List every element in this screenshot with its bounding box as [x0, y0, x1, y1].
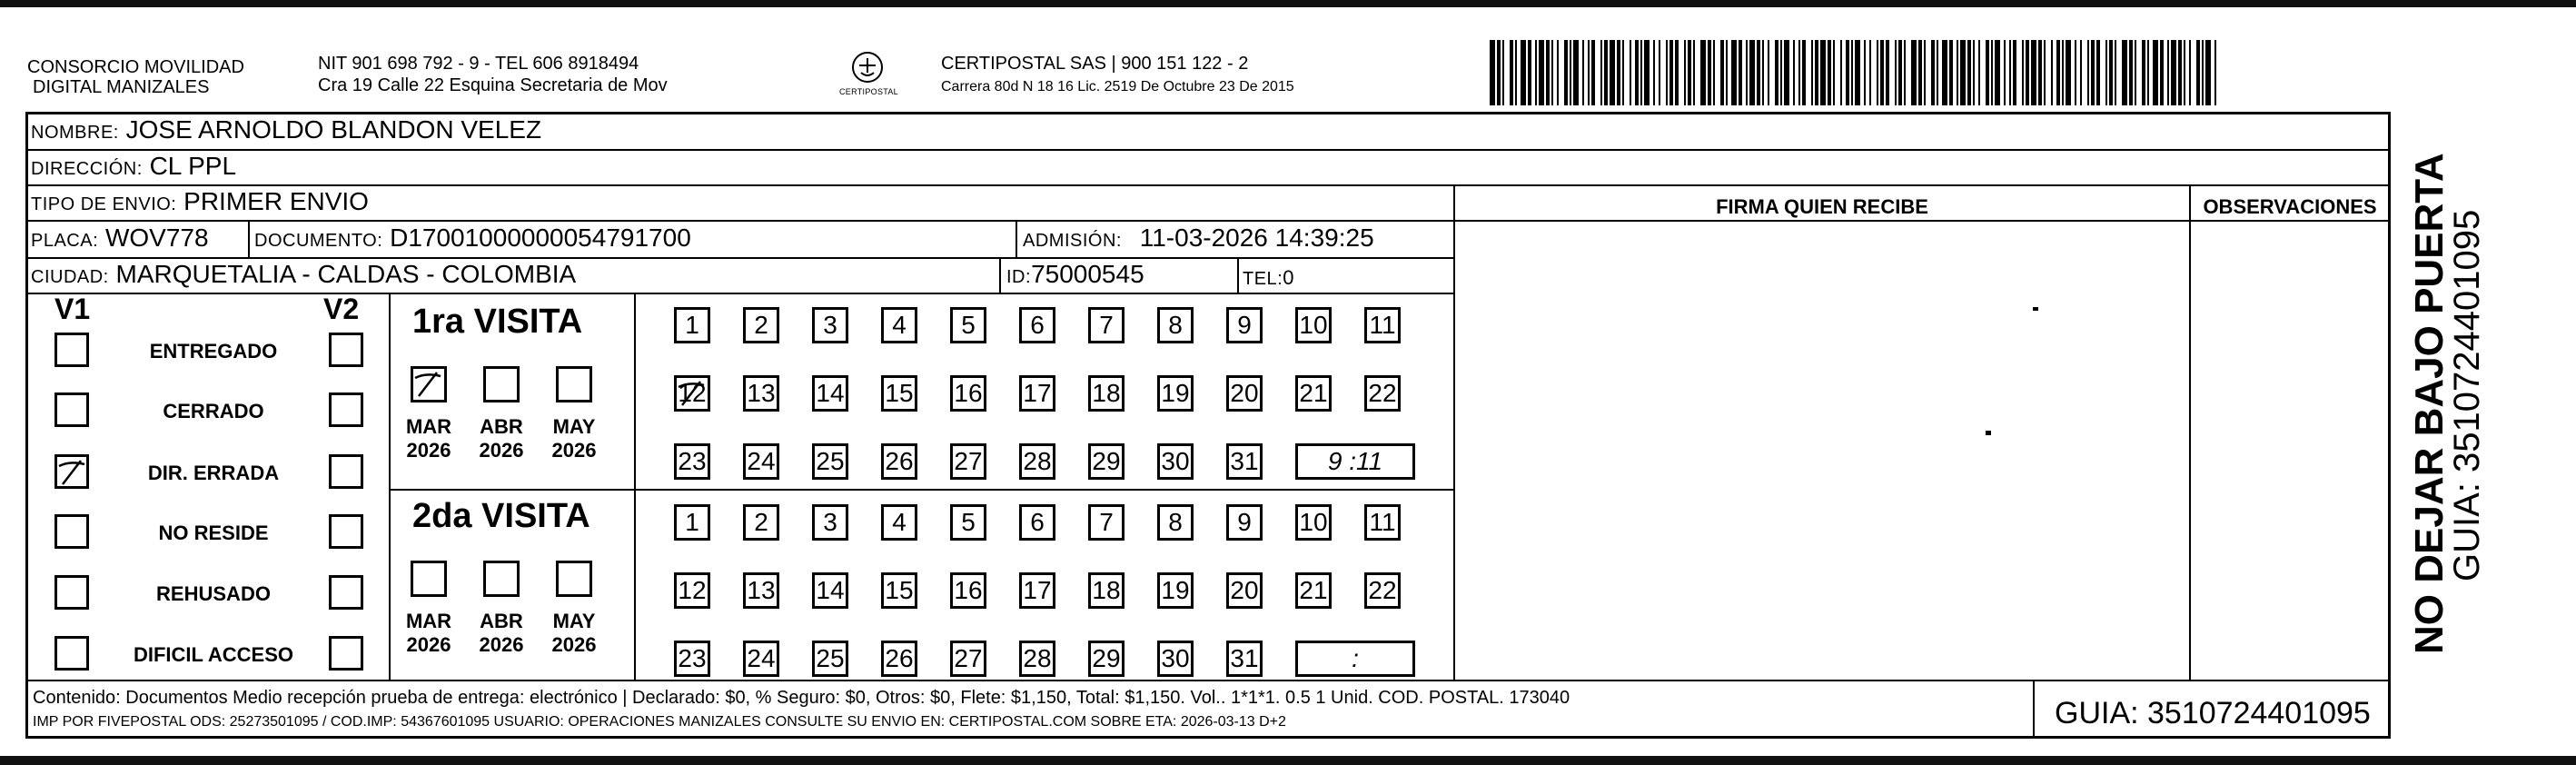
day-3[interactable]	[812, 307, 848, 343]
day-number: 7	[1099, 311, 1114, 339]
status-v2-checkbox[interactable]	[329, 454, 363, 489]
col-line-admission	[1016, 220, 1017, 257]
month-checkbox-abr[interactable]	[483, 561, 520, 597]
status-label: CERRADO	[163, 400, 264, 422]
plate-label: PLACA:	[31, 231, 99, 251]
month-name: ABR	[480, 415, 523, 438]
day-number: 2	[754, 311, 768, 339]
status-v1-checkbox[interactable]	[54, 392, 89, 427]
day-number: 16	[954, 379, 983, 407]
day-number: 28	[1023, 447, 1052, 475]
col-line-id	[999, 257, 1001, 293]
day-number: 5	[961, 508, 976, 536]
document-cell	[254, 224, 691, 255]
plate-value: WOV778	[104, 224, 209, 252]
handwritten-check-icon	[677, 378, 708, 409]
day-11[interactable]	[1364, 504, 1401, 541]
month-label	[547, 415, 601, 462]
admission-cell	[1023, 224, 1374, 255]
status-v1-checkbox[interactable]	[54, 333, 89, 367]
day-24[interactable]	[743, 641, 779, 677]
row-line-4	[25, 257, 1453, 259]
row-line-1	[25, 149, 2391, 151]
day-number: 6	[1030, 311, 1045, 339]
day-number: 27	[954, 447, 983, 475]
name-value: JOSE ARNOLDO BLANDON VELEZ	[125, 115, 542, 144]
month-checkbox-abr[interactable]	[483, 366, 520, 402]
tel-cell	[1243, 263, 1294, 293]
imp-line: IMP POR FIVEPOSTAL ODS: 25273501095 / COD.IMP: 54367601095 USUARIO: OPERACIONES MANIZALES CONSULTE SU ENVIO EN: CERTIPOSTAL.COM SOBRE ETA: 2026-03-13 D+2	[33, 714, 1286, 730]
month-year: 2026	[406, 633, 451, 656]
day-13[interactable]	[743, 572, 779, 609]
day-27[interactable]	[950, 443, 986, 480]
month-year: 2026	[551, 439, 597, 462]
day-18[interactable]	[1088, 375, 1125, 412]
day-number: 30	[1161, 644, 1190, 672]
day-number: 30	[1161, 447, 1190, 475]
day-30[interactable]	[1157, 641, 1194, 677]
day-10[interactable]	[1295, 307, 1332, 343]
city-value: MARQUETALIA - CALDAS - COLOMBIA	[115, 260, 577, 288]
day-number: 1	[685, 508, 699, 536]
day-number: 2	[754, 508, 768, 536]
day-number: 18	[1092, 576, 1121, 604]
day-number: 14	[816, 379, 845, 407]
day-number: 20	[1230, 379, 1259, 407]
row-line-3	[25, 220, 1453, 222]
day-number: 25	[816, 644, 845, 672]
month-year: 2026	[551, 633, 597, 656]
month-label	[474, 610, 529, 657]
day-27[interactable]	[950, 641, 986, 677]
visit-time-box[interactable]	[1295, 641, 1415, 677]
day-number: 6	[1030, 508, 1045, 536]
col-line-days	[634, 293, 636, 680]
day-number: 15	[885, 379, 914, 407]
row-line-bottom-grid	[25, 680, 2391, 681]
day-31[interactable]	[1226, 443, 1263, 480]
day-number: 5	[961, 311, 976, 339]
day-22[interactable]	[1364, 572, 1401, 609]
day-number: 21	[1299, 576, 1328, 604]
day-29[interactable]	[1088, 641, 1125, 677]
status-v1-checkbox[interactable]	[54, 454, 89, 489]
day-number: 25	[816, 447, 845, 475]
month-checkbox-mar[interactable]	[411, 561, 447, 597]
day-2[interactable]	[743, 504, 779, 541]
day-number: 17	[1023, 576, 1052, 604]
day-28[interactable]	[1019, 443, 1055, 480]
day-number: 10	[1299, 311, 1328, 339]
day-number: 17	[1023, 379, 1052, 407]
row-line-5	[25, 293, 1453, 294]
day-5[interactable]	[950, 504, 986, 541]
day-number: 26	[885, 644, 914, 672]
day-number: 23	[678, 447, 707, 475]
month-name: ABR	[480, 610, 523, 632]
day-20[interactable]	[1226, 375, 1263, 412]
status-label: DIFICIL ACCESO	[133, 643, 293, 666]
day-23[interactable]	[674, 641, 710, 677]
type-row	[31, 187, 369, 219]
status-v1-checkbox[interactable]	[54, 514, 89, 549]
day-1[interactable]	[674, 504, 710, 541]
stray-mark-2	[1986, 431, 1991, 435]
day-28[interactable]	[1019, 641, 1055, 677]
day-17[interactable]	[1019, 572, 1055, 609]
day-number: 15	[885, 576, 914, 604]
day-5[interactable]	[950, 307, 986, 343]
month-label	[401, 415, 456, 462]
day-number: 22	[1368, 576, 1397, 604]
month-name: MAY	[552, 415, 596, 438]
company-name-line1: CONSORCIO MOVILIDAD	[27, 57, 244, 77]
col-line-tel	[1237, 257, 1239, 293]
month-name: MAY	[552, 610, 596, 632]
col-line-guia-footer	[2033, 680, 2035, 739]
day-4[interactable]	[881, 504, 917, 541]
status-v1-checkbox[interactable]	[54, 636, 89, 671]
observations-header: OBSERVACIONES	[2203, 195, 2377, 218]
day-number: 21	[1299, 379, 1328, 407]
admission-label: ADMISIÓN:	[1023, 231, 1122, 251]
status-label: ENTREGADO	[149, 340, 278, 363]
visit-time: :	[1352, 644, 1359, 672]
day-20[interactable]	[1226, 572, 1263, 609]
status-v2-checkbox[interactable]	[329, 333, 363, 367]
v1-header: V1	[54, 293, 91, 325]
day-12[interactable]	[674, 375, 710, 412]
status-v2-checkbox[interactable]	[329, 514, 363, 549]
day-number: 8	[1168, 311, 1183, 339]
day-15[interactable]	[881, 375, 917, 412]
company-name-line2: DIGITAL MANIZALES	[33, 77, 210, 97]
day-26[interactable]	[881, 443, 917, 480]
day-number: 1	[685, 311, 699, 339]
status-v2-checkbox[interactable]	[329, 392, 363, 427]
day-29[interactable]	[1088, 443, 1125, 480]
stray-mark-1	[2033, 307, 2038, 311]
day-number: 3	[823, 508, 837, 536]
status-v2-checkbox[interactable]	[329, 636, 363, 671]
day-number: 31	[1230, 644, 1259, 672]
month-year: 2026	[479, 633, 524, 656]
day-number: 22	[1368, 379, 1397, 407]
admission-value: 11-03-2026 14:39:25	[1139, 224, 1374, 252]
day-3[interactable]	[812, 504, 848, 541]
scan-edge-top	[0, 0, 2576, 7]
month-label	[547, 610, 601, 657]
day-number: 3	[823, 311, 837, 339]
day-number: 13	[747, 379, 776, 407]
visit-time: 9 :11	[1327, 447, 1383, 475]
address-value: CL PPL	[149, 152, 237, 180]
day-30[interactable]	[1157, 443, 1194, 480]
id-label: ID:	[1006, 267, 1032, 287]
city-cell	[31, 260, 576, 292]
address-row	[31, 152, 236, 184]
id-value: 75000545	[1031, 260, 1144, 288]
row-line-2	[25, 184, 2391, 186]
day-number: 24	[747, 447, 776, 475]
day-number: 4	[892, 508, 907, 536]
month-label	[401, 610, 456, 657]
status-label: DIR. ERRADA	[147, 462, 280, 484]
visit2-title: 2da VISITA	[412, 497, 590, 535]
day-number: 13	[747, 576, 776, 604]
city-label: CIUDAD:	[31, 267, 109, 287]
day-number: 14	[816, 576, 845, 604]
month-checkbox-may[interactable]	[556, 561, 592, 597]
courier-license: Carrera 80d N 18 16 Lic. 2519 De Octubre 23 De 2015	[941, 79, 1294, 94]
day-7[interactable]	[1088, 307, 1125, 343]
day-number: 19	[1161, 379, 1190, 407]
company-nit: NIT 901 698 792 - 9 - TEL 606 8918494	[318, 54, 639, 74]
day-14[interactable]	[812, 375, 848, 412]
day-9[interactable]	[1226, 504, 1263, 541]
day-number: 20	[1230, 576, 1259, 604]
tel-label: TEL:	[1243, 269, 1283, 289]
v2-header: V2	[323, 293, 360, 325]
day-number: 29	[1092, 447, 1121, 475]
signature-header: FIRMA QUIEN RECIBE	[1716, 195, 1928, 218]
month-year: 2026	[479, 439, 524, 462]
day-10[interactable]	[1295, 504, 1332, 541]
day-12[interactable]	[674, 572, 710, 609]
content-line: Contenido: Documentos Medio recepción prueba de entrega: electrónico | Declarado: $0, % Seguro: $0, Otros: $0, Flete: $1,150, Total: $1,150. Vol.. 1*1*1. 0.5 1 Unid. COD. POSTAL. 173040	[33, 688, 1570, 708]
col-line-observations	[2189, 184, 2191, 681]
day-14[interactable]	[812, 572, 848, 609]
company-address: Cra 19 Calle 22 Esquina Secretaria de Mov	[318, 75, 668, 95]
day-7[interactable]	[1088, 504, 1125, 541]
status-v2-checkbox[interactable]	[329, 575, 363, 610]
day-4[interactable]	[881, 307, 917, 343]
day-number: 4	[892, 311, 907, 339]
day-number: 12	[678, 576, 707, 604]
day-number: 7	[1099, 508, 1114, 536]
row-line-visit-split	[389, 489, 1453, 491]
col-line-signature	[1453, 184, 1455, 681]
col-line-status	[389, 293, 391, 680]
day-25[interactable]	[812, 641, 848, 677]
status-v1-checkbox[interactable]	[54, 575, 89, 610]
barcode-icon	[1490, 40, 2224, 105]
col-line-plate	[248, 220, 250, 257]
day-number: 11	[1369, 508, 1396, 536]
row-line-3b	[1453, 220, 2391, 222]
day-number: 28	[1023, 644, 1052, 672]
day-19[interactable]	[1157, 572, 1194, 609]
day-number: 12	[678, 379, 707, 407]
status-label: NO RESIDE	[158, 522, 269, 544]
day-1[interactable]	[674, 307, 710, 343]
id-cell	[1006, 260, 1144, 292]
day-number: 31	[1230, 447, 1259, 475]
address-label: DIRECCIÓN:	[31, 159, 143, 179]
day-31[interactable]	[1226, 641, 1263, 677]
day-24[interactable]	[743, 443, 779, 480]
day-23[interactable]	[674, 443, 710, 480]
certipostal-logo	[836, 47, 899, 102]
day-26[interactable]	[881, 641, 917, 677]
handwritten-check-icon	[57, 457, 88, 488]
month-checkbox-may[interactable]	[556, 366, 592, 402]
day-number: 26	[885, 447, 914, 475]
visit1-title: 1ra VISITA	[412, 303, 583, 341]
day-13[interactable]	[743, 375, 779, 412]
plate-cell	[31, 224, 209, 255]
day-number: 9	[1237, 311, 1252, 339]
certipostal-logo-text: CERTIPOSTAL	[839, 87, 898, 96]
day-11[interactable]	[1364, 307, 1401, 343]
name-label: NOMBRE:	[31, 123, 119, 143]
day-number: 24	[747, 644, 776, 672]
day-16[interactable]	[950, 375, 986, 412]
courier-name: CERTIPOSTAL SAS | 900 151 122 - 2	[941, 54, 1249, 74]
document-label: DOCUMENTO:	[254, 231, 383, 251]
day-number: 19	[1161, 576, 1190, 604]
month-year: 2026	[406, 439, 451, 462]
month-name: MAR	[405, 610, 452, 632]
side-guia: GUIA: 3510724401095	[2447, 209, 2487, 581]
day-number: 18	[1092, 379, 1121, 407]
footer-guia: GUIA: 3510724401095	[2055, 696, 2371, 730]
document-value: D17001000000054791700	[390, 224, 691, 252]
day-15[interactable]	[881, 572, 917, 609]
type-value: PRIMER ENVIO	[183, 187, 369, 215]
day-19[interactable]	[1157, 375, 1194, 412]
scan-edge-bottom	[0, 756, 2576, 765]
day-22[interactable]	[1364, 375, 1401, 412]
tel-value: 0	[1283, 266, 1294, 289]
day-6[interactable]	[1019, 307, 1055, 343]
day-number: 16	[954, 576, 983, 604]
day-17[interactable]	[1019, 375, 1055, 412]
day-number: 29	[1092, 644, 1121, 672]
day-18[interactable]	[1088, 572, 1125, 609]
name-row	[31, 115, 541, 147]
barcode-bar	[2214, 40, 2216, 105]
type-label: TIPO DE ENVIO:	[31, 194, 177, 214]
status-label: REHUSADO	[156, 582, 271, 605]
day-2[interactable]	[743, 307, 779, 343]
day-8[interactable]	[1157, 504, 1194, 541]
day-21[interactable]	[1295, 375, 1332, 412]
day-6[interactable]	[1019, 504, 1055, 541]
day-number: 8	[1168, 508, 1183, 536]
day-9[interactable]	[1226, 307, 1263, 343]
handwritten-check-icon	[413, 369, 444, 400]
month-label	[474, 415, 529, 462]
day-number: 11	[1369, 311, 1396, 339]
month-name: MAR	[405, 415, 452, 438]
day-8[interactable]	[1157, 307, 1194, 343]
day-16[interactable]	[950, 572, 986, 609]
day-number: 27	[954, 644, 983, 672]
no-dejar-bajo-puerta: NO DEJAR BAJO PUERTA	[2407, 153, 2452, 654]
day-number: 10	[1299, 508, 1328, 536]
day-number: 23	[678, 644, 707, 672]
day-25[interactable]	[812, 443, 848, 480]
visit-time-box[interactable]	[1295, 443, 1415, 480]
month-checkbox-mar[interactable]	[411, 366, 447, 402]
day-21[interactable]	[1295, 572, 1332, 609]
day-number: 9	[1237, 508, 1252, 536]
